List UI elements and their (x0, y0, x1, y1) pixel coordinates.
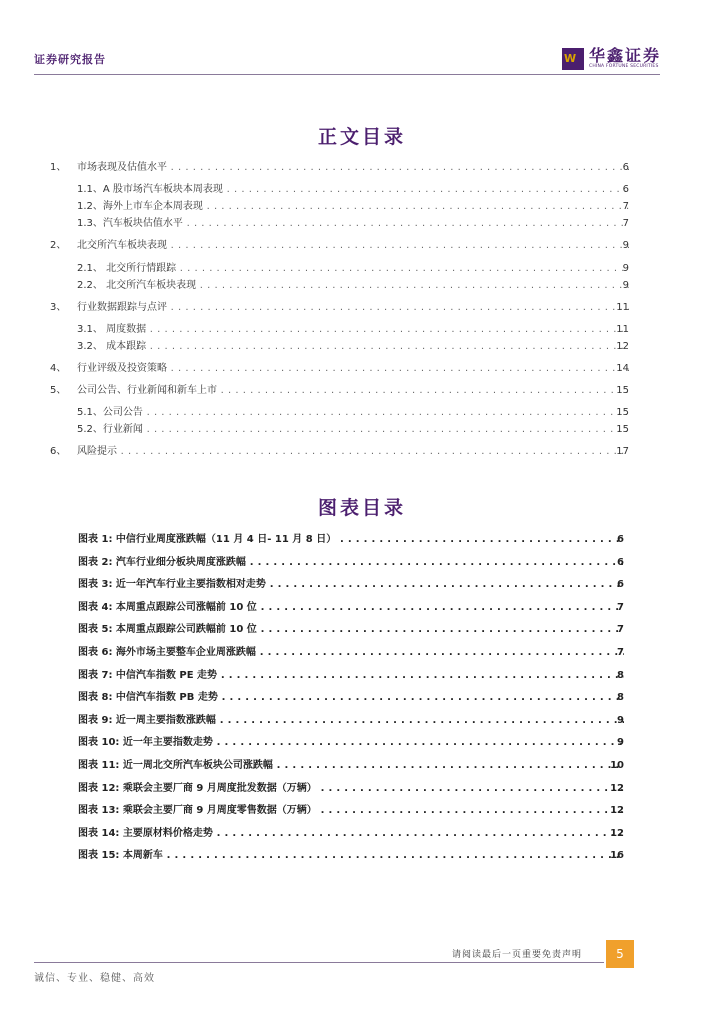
figure-entry[interactable] (0, 848, 724, 864)
figure-entry-page: 10 (610, 760, 624, 771)
figure-entry[interactable] (0, 645, 724, 661)
logo-name-en: CHINA FORTUNE SECURITIES (589, 64, 659, 69)
figure-entry-label: 图表 6: 海外市场主要整车企业周涨跌幅 . . . (78, 645, 624, 661)
toc-entry-page: 17 (616, 446, 629, 457)
toc-entry-page: 15 (616, 424, 629, 435)
toc-entry-text: 1.1、A 股市场汽车板块本周表现 . . . (77, 182, 629, 198)
figure-entry[interactable] (0, 735, 724, 751)
figure-entry-label: 图表 8: 中信汽车指数 PB 走势 . . . (78, 690, 624, 706)
figure-entry-page: 12 (610, 827, 624, 839)
figure-entry[interactable] (0, 781, 724, 797)
toc-entry-page: 14 (616, 363, 629, 374)
toc-entry[interactable] (0, 160, 724, 176)
toc-entry-page: 6 (622, 162, 629, 173)
toc-entry[interactable] (0, 361, 724, 377)
toc-entry-number: 5、 (50, 385, 67, 396)
toc-entry-text: 2.1、 北交所行情跟踪 . . . (77, 261, 629, 277)
figure-entry-label: 图表 14: 主要原材料价格走势 . . . (78, 826, 624, 842)
toc-entry[interactable] (0, 238, 724, 254)
toc-entry-page: 9 (622, 263, 629, 274)
figure-entry-page: 7 (617, 601, 624, 613)
toc-entry[interactable] (0, 405, 724, 421)
figure-entry-page: 8 (617, 669, 624, 681)
figure-index-title: 图表目录 (317, 497, 406, 519)
figure-entry-page: 9 (617, 737, 624, 749)
toc-entry-page: 11 (616, 302, 629, 313)
toc-entry-text: 1.2、海外上市车企本周表现 . . . (77, 199, 629, 215)
figure-entry[interactable] (0, 713, 724, 729)
toc-entry[interactable] (0, 182, 724, 198)
toc-entry-page: 11 (616, 324, 629, 335)
toc-entry-page: 6 (622, 184, 629, 195)
toc-entry-text: 3.1、 周度数据 . . . (77, 322, 629, 338)
toc-entry[interactable] (0, 422, 724, 438)
toc-entry-text: 公司公告、行业新闻和新车上市 . . . (77, 383, 629, 399)
toc-entry[interactable] (0, 383, 724, 399)
figure-entry-page: 8 (617, 692, 624, 704)
toc-entry[interactable] (0, 278, 724, 294)
figure-entry[interactable] (0, 555, 724, 571)
toc-entry-text: 1.3、汽车板块估值水平 . . . (77, 216, 629, 232)
toc-entry[interactable] (0, 444, 724, 460)
figure-entry-label: 图表 7: 中信汽车指数 PE 走势 . . . (78, 668, 624, 684)
figure-entry-label: 图表 15: 本周新车 . . . (78, 848, 624, 864)
toc-entry[interactable] (0, 300, 724, 316)
toc-entry-number: 4、 (50, 363, 67, 374)
figure-entry-label: 图表 4: 本周重点跟踪公司涨幅前 10 位 . . . (78, 600, 624, 616)
figure-entry-page: 12 (610, 805, 624, 817)
figure-entry-label: 图表 12: 乘联会主要厂商 9 月周度批发数据（万辆） . . . (78, 781, 624, 797)
report-type-label: 证券研究报告 (34, 53, 106, 66)
figure-entry-page: 12 (610, 782, 624, 794)
figure-entry-page: 9 (617, 714, 624, 726)
toc-entry[interactable] (0, 216, 724, 232)
toc-entry-page: 7 (622, 218, 629, 229)
toc-entry[interactable] (0, 261, 724, 277)
toc-entry-text: 风险提示 . . . (77, 444, 629, 460)
logo-mark-icon: W (562, 48, 584, 70)
figure-entry-label: 图表 10: 近一年主要指数走势 . . . (78, 735, 624, 751)
toc-entry-text: 5.1、公司公告 . . . (77, 405, 629, 421)
toc-entry-page: 12 (616, 341, 629, 352)
toc-entry-page: 9 (622, 280, 629, 291)
header-divider (34, 74, 660, 75)
figure-entry[interactable] (0, 826, 724, 842)
figure-entry-page: 6 (617, 534, 624, 545)
figure-entry-page: 16 (610, 850, 624, 862)
toc-title: 正文目录 (317, 126, 406, 148)
toc-entry-number: 3、 (50, 302, 67, 313)
figure-entry-label: 图表 5: 本周重点跟踪公司跌幅前 10 位 . . . (78, 622, 624, 638)
toc-entry-text: 2.2、 北交所汽车板块表现 . . . (77, 278, 629, 294)
toc-entry-number: 2、 (50, 240, 67, 251)
figure-entry[interactable] (0, 622, 724, 638)
toc-entry[interactable] (0, 322, 724, 338)
figure-entry-label: 图表 11: 近一周北交所汽车板块公司涨跌幅 . . . (78, 758, 624, 774)
figure-entry-page: 7 (617, 647, 624, 658)
toc-entry-page: 15 (616, 407, 629, 418)
figure-entry-page: 7 (617, 624, 624, 636)
figure-entry-label: 图表 9: 近一周主要指数涨跌幅 . . . (78, 713, 624, 729)
toc-entry-page: 7 (622, 201, 629, 212)
figure-entry-label: 图表 2: 汽车行业细分板块周度涨跌幅 . . . (78, 555, 624, 571)
toc-entry-text: 3.2、 成本跟踪 . . . (77, 339, 629, 355)
toc-entry-text: 行业评级及投资策略 . . . (77, 361, 629, 377)
disclaimer-note: 请阅读最后一页重要免责声明 (452, 950, 583, 960)
toc-entry-text: 北交所汽车板块表现 . . . (77, 238, 629, 254)
toc-entry-text: 市场表现及估值水平 . . . (77, 160, 629, 176)
toc-entry-number: 1、 (50, 162, 67, 173)
toc-entry-page: 9 (622, 240, 629, 251)
toc-entry-number: 6、 (50, 446, 67, 457)
toc-entry[interactable] (0, 199, 724, 215)
figure-entry[interactable] (0, 600, 724, 616)
figure-entry[interactable] (0, 577, 724, 593)
footer-divider (34, 962, 604, 963)
figure-entry[interactable] (0, 803, 724, 819)
company-logo (562, 47, 661, 70)
toc-entry-text: 5.2、行业新闻 . . . (77, 422, 629, 438)
figure-entry-label: 图表 13: 乘联会主要厂商 9 月周度零售数据（万辆） . . . (78, 803, 624, 819)
figure-entry[interactable] (0, 668, 724, 684)
page-number-badge: 5 (606, 940, 634, 968)
figure-entry-label: 图表 1: 中信行业周度涨跌幅（11 月 4 日- 11 月 8 日） . . . (78, 532, 624, 548)
toc-entry-text: 行业数据跟踪与点评 . . . (77, 300, 629, 316)
toc-entry[interactable] (0, 339, 724, 355)
figure-entry[interactable] (0, 690, 724, 706)
figure-entry-label: 图表 3: 近一年汽车行业主要指数相对走势 . . . (78, 577, 624, 593)
figure-entry-page: 6 (617, 556, 624, 568)
figure-entry-page: 6 (617, 579, 624, 591)
toc-entry-page: 15 (616, 385, 629, 396)
company-motto: 诚信、专业、稳健、高效 (34, 973, 155, 984)
figure-entry[interactable] (0, 532, 724, 548)
figure-entry[interactable] (0, 758, 724, 774)
logo-name-cn: 华鑫证券 (589, 46, 662, 65)
